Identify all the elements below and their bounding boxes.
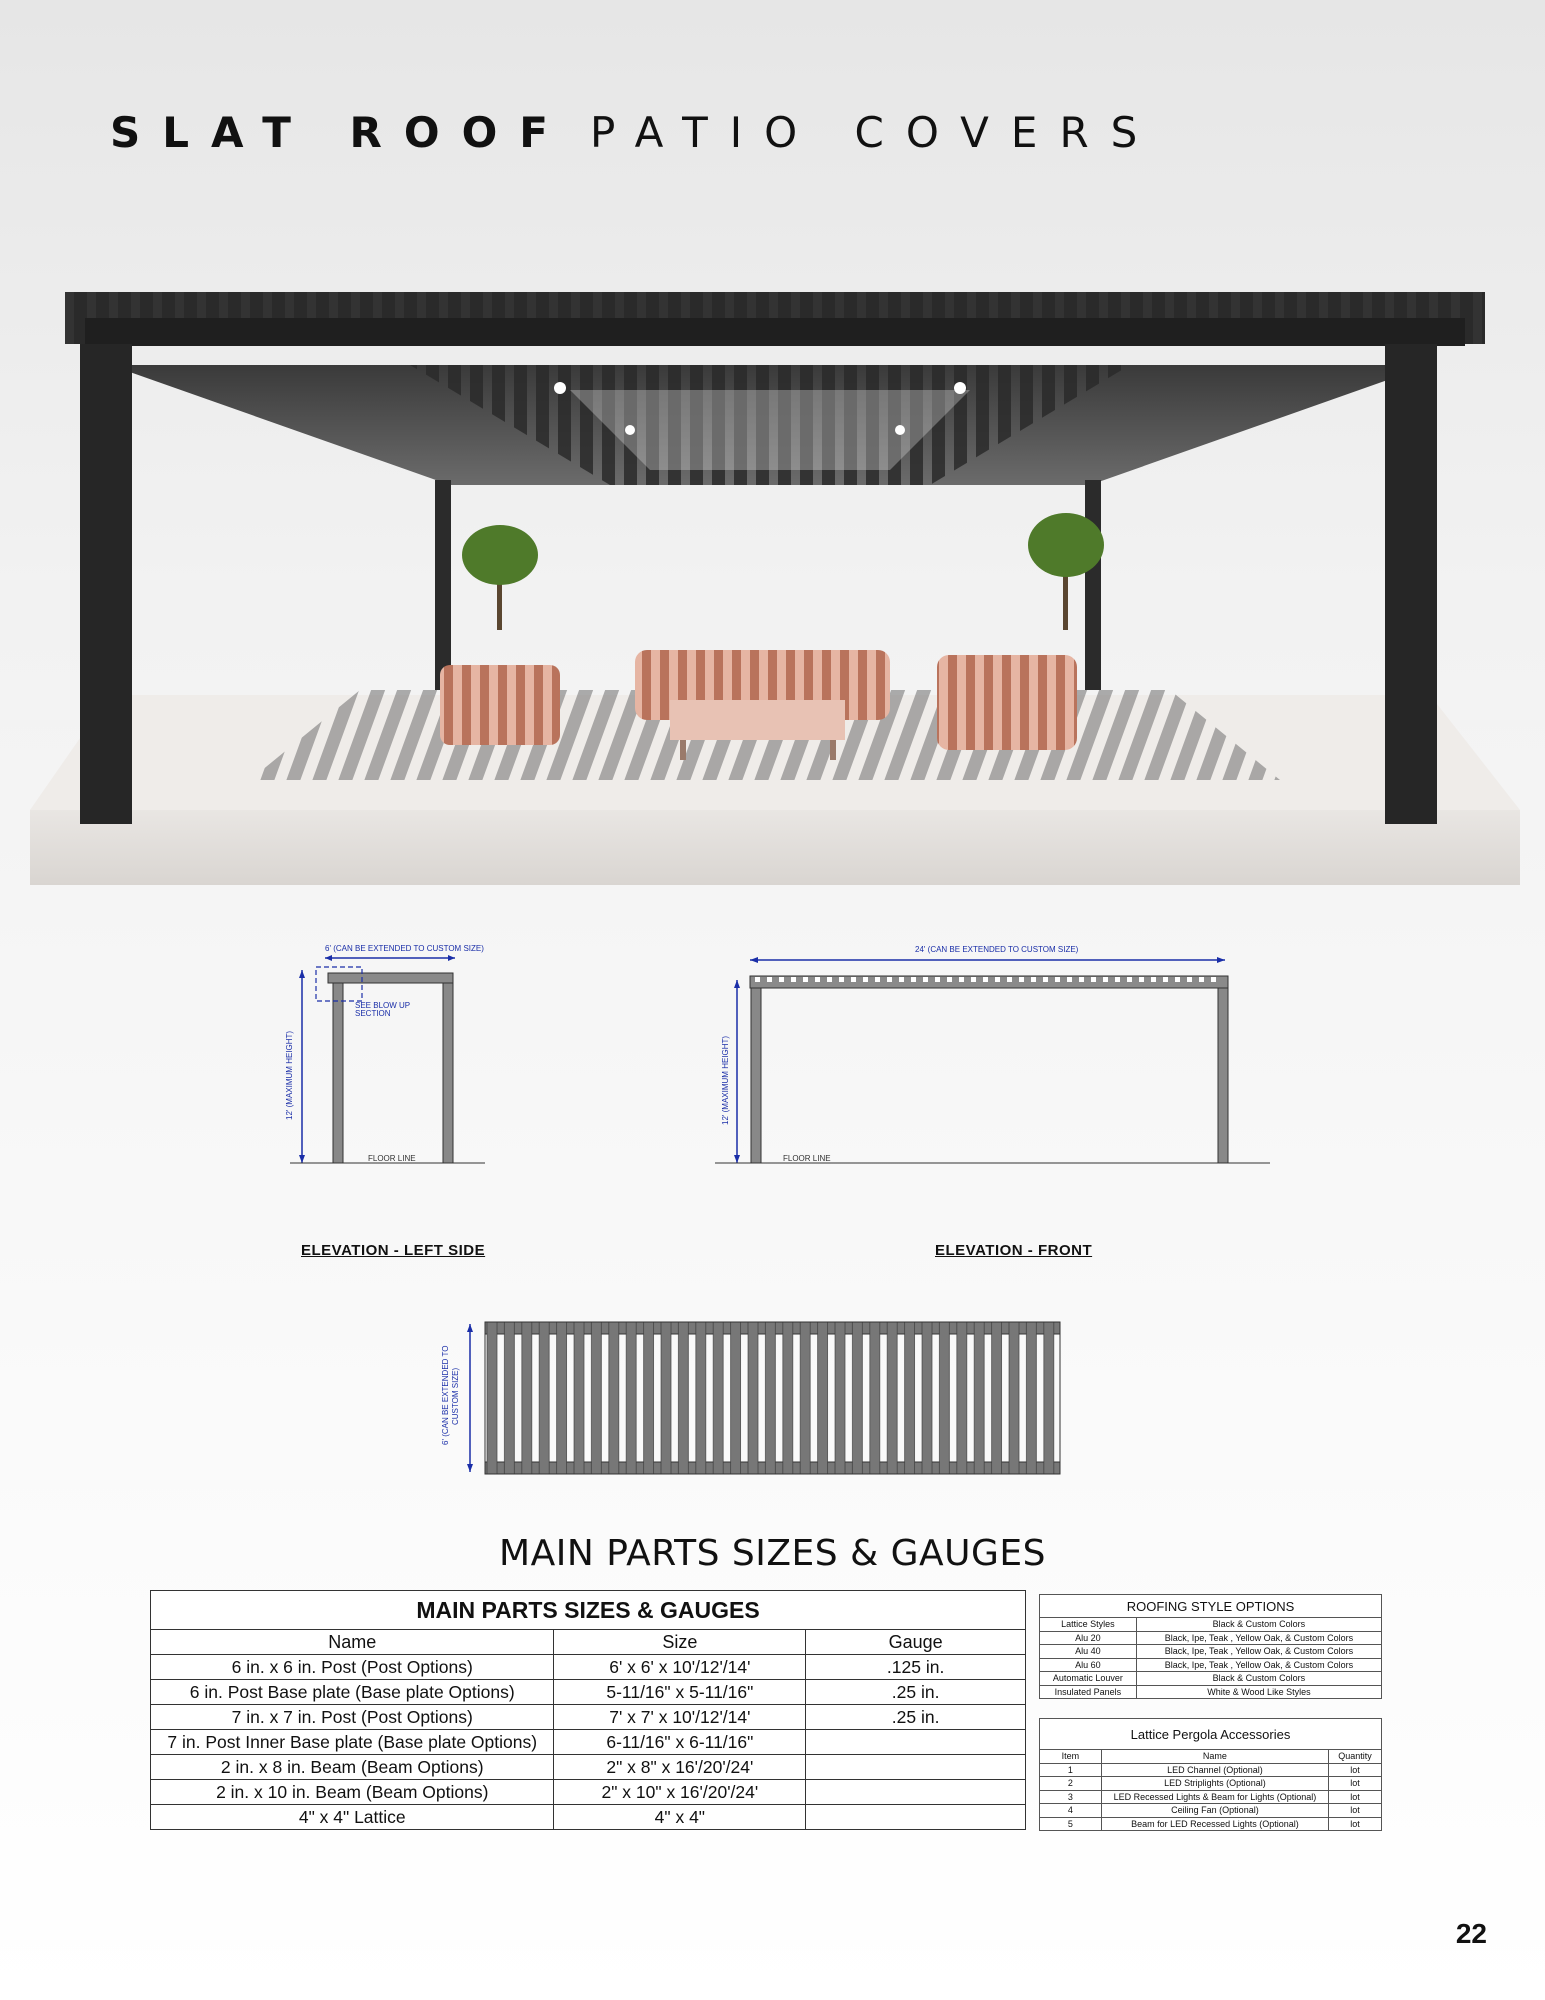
cell: 6' x 6' x 10'/12'/14' [554, 1655, 806, 1680]
cell: 5 [1040, 1817, 1102, 1831]
elevation-front-label: ELEVATION - FRONT [935, 1242, 1093, 1259]
table-row [151, 1805, 1026, 1830]
cell: White & Wood Like Styles [1136, 1685, 1381, 1699]
table-row [1040, 1672, 1382, 1686]
cell: Black & Custom Colors [1136, 1618, 1381, 1632]
main-table-caption: MAIN PARTS SIZES & GAUGES [151, 1591, 1026, 1630]
accessories-table-caption: Lattice Pergola Accessories [1040, 1719, 1382, 1750]
table-row [1040, 1631, 1382, 1645]
cell: LED Striplights (Optional) [1101, 1777, 1328, 1791]
plan-depth-note-2: CUSTOM SIZE) [451, 1367, 460, 1425]
front-width-note: 24' (CAN BE EXTENDED TO CUSTOM SIZE) [915, 945, 1079, 954]
cell: .25 in. [806, 1705, 1026, 1730]
cell: lot [1329, 1777, 1382, 1791]
cell: lot [1329, 1763, 1382, 1777]
plan-depth-note-1: 6' (CAN BE EXTENDED TO [441, 1345, 450, 1445]
table-row [1040, 1645, 1382, 1659]
title-light: PATIO COVERS [589, 108, 1160, 157]
pergola-render-image [30, 270, 1520, 890]
cell: Black, Ipe, Teak , Yellow Oak, & Custom Colors [1136, 1631, 1381, 1645]
elevation-left-drawing [280, 940, 495, 1230]
cell: Black, Ipe, Teak , Yellow Oak, & Custom Colors [1136, 1645, 1381, 1659]
cell: 2 in. x 8 in. Beam (Beam Options) [151, 1755, 554, 1780]
cell: 2" x 10" x 16'/20'/24' [554, 1780, 806, 1805]
cell: 3 [1040, 1790, 1102, 1804]
cell: 6 in. x 6 in. Post (Post Options) [151, 1655, 554, 1680]
cell: .125 in. [806, 1655, 1026, 1680]
cell: 4" x 4" [554, 1805, 806, 1830]
left-width-note: 6' (CAN BE EXTENDED TO CUSTOM SIZE) [325, 944, 484, 953]
section-heading: MAIN PARTS SIZES & GAUGES [499, 1533, 1046, 1574]
main-parts-table [150, 1590, 1026, 1830]
table-row [1040, 1685, 1382, 1699]
elevation-left-label: ELEVATION - LEFT SIDE [301, 1242, 486, 1259]
roofing-table-caption: ROOFING STYLE OPTIONS [1040, 1595, 1382, 1618]
page-number: 22 [1455, 1918, 1487, 1949]
table-row [1040, 1777, 1382, 1791]
table-row [151, 1755, 1026, 1780]
cell: lot [1329, 1817, 1382, 1831]
table-row [1040, 1804, 1382, 1818]
cell: 6-11/16" x 6-11/16" [554, 1730, 806, 1755]
column-header-gauge: Gauge [806, 1630, 1026, 1655]
accessories-table [1039, 1718, 1382, 1831]
table-row [151, 1705, 1026, 1730]
cell: Beam for LED Recessed Lights (Optional) [1101, 1817, 1328, 1831]
cell: 1 [1040, 1763, 1102, 1777]
cell [806, 1780, 1026, 1805]
cell: Black, Ipe, Teak , Yellow Oak, & Custom Colors [1136, 1658, 1381, 1672]
left-floor-note: FLOOR LINE [368, 1154, 416, 1163]
table-row [151, 1730, 1026, 1755]
column-header-size: Size [554, 1630, 806, 1655]
cell: 2 [1040, 1777, 1102, 1791]
left-height-note: 12' (MAXIMUM HEIGHT) [285, 1030, 294, 1120]
cell: 2" x 8" x 16'/20'/24' [554, 1755, 806, 1780]
blowup-note-1: SEE BLOW UP [355, 1001, 411, 1010]
table-row [1040, 1817, 1382, 1831]
cell: lot [1329, 1804, 1382, 1818]
front-height-note: 12' (MAXIMUM HEIGHT) [721, 1035, 730, 1125]
cell: Insulated Panels [1040, 1685, 1137, 1699]
cell: .25 in. [806, 1680, 1026, 1705]
title-bold: SLAT ROOF [110, 108, 570, 157]
column-header-item: Item [1040, 1750, 1102, 1764]
column-header-name: Name [151, 1630, 554, 1655]
table-row [151, 1655, 1026, 1680]
cell: Alu 60 [1040, 1658, 1137, 1672]
cell [806, 1755, 1026, 1780]
cell: 7' x 7' x 10'/12'/14' [554, 1705, 806, 1730]
cell: LED Recessed Lights & Beam for Lights (Optional) [1101, 1790, 1328, 1804]
table-row [151, 1780, 1026, 1805]
cell: 4" x 4" Lattice [151, 1805, 554, 1830]
cell: Black & Custom Colors [1136, 1672, 1381, 1686]
cell: Alu 40 [1040, 1645, 1137, 1659]
page-title [110, 108, 1159, 157]
roofing-style-table [1039, 1594, 1382, 1699]
plan-view-drawing [430, 1310, 1070, 1485]
cell: LED Channel (Optional) [1101, 1763, 1328, 1777]
cell: Alu 20 [1040, 1631, 1137, 1645]
table-row [151, 1680, 1026, 1705]
cell [806, 1805, 1026, 1830]
cell: Automatic Louver [1040, 1672, 1137, 1686]
table-row [1040, 1658, 1382, 1672]
column-header-name: Name [1101, 1750, 1328, 1764]
cell: 5-11/16" x 5-11/16" [554, 1680, 806, 1705]
cell: 7 in. x 7 in. Post (Post Options) [151, 1705, 554, 1730]
cell: 2 in. x 10 in. Beam (Beam Options) [151, 1780, 554, 1805]
cell: 6 in. Post Base plate (Base plate Options) [151, 1680, 554, 1705]
table-row [1040, 1763, 1382, 1777]
table-row [1040, 1790, 1382, 1804]
column-header-quantity: Quantity [1329, 1750, 1382, 1764]
elevation-front-drawing [715, 940, 1275, 1230]
cell: 4 [1040, 1804, 1102, 1818]
cell [806, 1730, 1026, 1755]
table-row [1040, 1618, 1382, 1632]
front-floor-note: FLOOR LINE [783, 1154, 831, 1163]
cell: 7 in. Post Inner Base plate (Base plate Options) [151, 1730, 554, 1755]
cell: lot [1329, 1790, 1382, 1804]
cell: Ceiling Fan (Optional) [1101, 1804, 1328, 1818]
cell: Lattice Styles [1040, 1618, 1137, 1632]
blowup-note-2: SECTION [355, 1009, 391, 1018]
